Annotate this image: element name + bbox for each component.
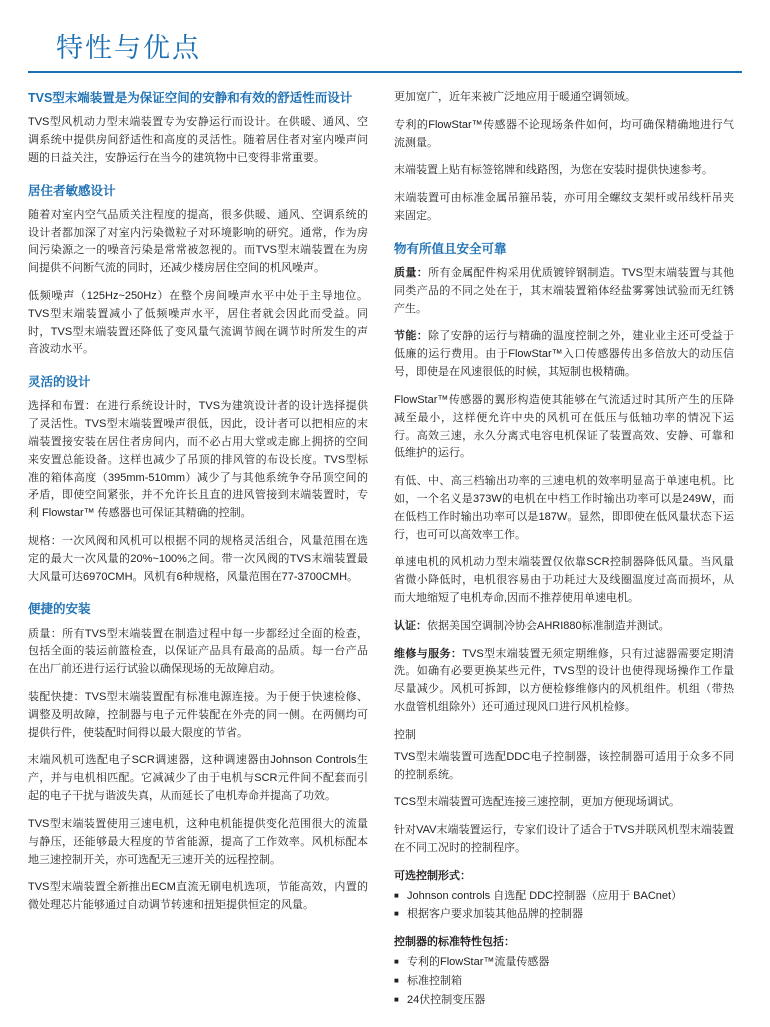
paragraph: 装配快捷：TVS型末端装置配有标准电源连接。为于便于快速检修、调整及明故障，控制器与电子元件装配在外壳的同一侧。在两侧均可提供行件，使装配时间得以最大限度的节省。 [28,691,368,739]
section-heading-control: 控制 [394,728,416,741]
two-column-body [28,89,742,1017]
list-item: ■ Johnson controls 自选配 DDC控制器（应用于 BACnet） [394,888,734,906]
section-heading-occupant-sensitive: 居住者敏感设计 [28,183,116,198]
paragraph-lead: 质量： [394,267,429,279]
list-optional-control-types [394,888,734,925]
paragraph: 规格：一次风阀和风机可以根据不同的规格灵活组合，风量范围在选定的最大一次风量的20%~100%之间。带一次风阀的TVS末端装置最大风量可达6970CMH。风机有6种规格，风量范围在77-3700CMH。 [28,535,368,583]
paragraph-text: 所有金属配件构采用优质镀锌钢制造。TVS型末端装置与其他同类产品的不同之处在于，其末端装置箱体经盐雾雾蚀试验而无红锈产生。 [394,267,734,315]
paragraph: 更加宽广，近年来被广泛地应用于暖通空调领域。 [394,91,636,103]
paragraph-lead: 维修与服务： [394,647,463,660]
left-column [28,89,368,925]
paragraph: 低频噪声（125Hz~250Hz）在整个房间噪声水平中处于主导地位。TVS型末端装置减小了低频噪声水平，居住者就会因此而受益。同时，TVS型末端装置还降低了变风量气流调节阀在调节时所发生的声音波动水平。 [28,289,368,356]
paragraph: 选择和布置：在进行系统设计时，TVS为建筑设计者的设计选择提供了灵活性。TVS型末端装置噪声很低，因此，设计者可以把相应的末端装置接安装在居住者房间内，而不必占用大堂或走廊上拥挤的空间来安置总能设备。这样也减少了吊顶的排风管的布设长度。TVS型标准的箱体高度（395mm-510mm）减少了与其他系统争夺吊顶空间的矛盾，即使空间紧张，并不允许长且直的进风管接到末端装置时，专利 Flowstar™ 传感器也可保证其精确的控制。 [28,400,368,520]
paragraph: 单速电机的风机动力型末端装置仅依靠SCR控制器降低风量。当风量省微小降低时，电机很容易由于功耗过大及线圈温度过高而损坏，从而大地缩短了电机寿命,因而不推荐使用单速电机。 [394,556,734,604]
page-title: 特性与优点 [56,33,201,63]
paragraph: TVS型末端装置可选配DDC电子控制器，该控制器可适用于众多不同的控制系统。 [394,750,734,781]
paragraph: 专利的FlowStar™传感器不论现场条件如何，均可确保精确地进行气流测量。 [394,118,734,149]
paragraph: 末端装置上贴有标签铭牌和线路图，为您在安装时提供快速参考。 [394,164,713,177]
paragraph-quality [394,265,734,318]
paragraph: 末端风机可选配电子SCR调速器，这种调速器由Johnson Controls生产，并与电机相匹配。它减减少了由于电机与SCR元件间不配套而引起的电子干扰与谐波失真，从而延长了电机寿命并提高了功效。 [28,754,368,803]
list-item: ■ 根据客户要求加装其他品牌的控制器 [394,906,734,924]
paragraph-energy-saving [394,328,734,381]
paragraph: 末端装置可由标准金属吊箍吊装，亦可用全螺纹支架杆或吊线杆吊夹来固定。 [394,192,734,223]
paragraph: 有低、中、高三档输出功率的三速电机的效率明显高于单速电机。比如，一个名义是373W的电机在中档工作时输出功率可以是249W，而在低档工作时输出功率可以是187W。显然，即即使在低风量状态下运行，也可可以高效率工作。 [394,475,734,541]
paragraph: TCS型末端装置可选配连接三速控制，更加方便现场调试。 [394,796,680,809]
paragraph-text: TVS型末端装置无须定期维修，只有过滤器需要定期清洗。如确有必要更换某些元件，TVS型的设计也使得现场操作工作量尽量减少。风机可拆卸，以方便检修维修内的风机组件。机组（带热水盘管机组除外）还可通过现风口进行风机检修。 [394,647,734,714]
paragraph-lead: 节能： [394,330,429,343]
paragraph: FlowStar™传感器的翼形构造使其能够在气流适过时其所产生的压降减至最小，这样便允许中央的风机可在低压与低轴功率的情况下运行。高效三速，永久分离式电容电机保证了装置高效、安静、可靠和低维护的运行。 [394,393,734,460]
subhead-optional-control-types: 可选控制形式： [394,869,471,882]
list-item: ■ 标准控制箱 [394,973,734,991]
section-heading-tvs-design: TVS型末端装置是为保证空间的安静和有效的舒适性而设计 [28,91,353,105]
paragraph-text: 除了安静的运行与精确的温度控制之外，建业业主还可受益于低廉的运行费用。由于FlowStar™入口传感器传出多倍放大的动压信号，即使是在风速很低的时候，其短制也极精确。 [394,330,735,379]
paragraph: TVS型末端装置使用三速电机，这种电机能提供变化范围很大的流量与静压，还能够最大程度的节省能源，提高了工作效率。风机标配本地三速控制开关，亦可选配无三速开关的远程控制。 [28,817,368,866]
list-item: ■ 专利的FlowStar™流量传感器 [394,954,734,972]
paragraph-lead: 认证： [394,619,427,632]
paragraph: TVS型末端装置全新推出ECM直流无刷电机选项，节能高效，内置的微处理芯片能够通过自动调节转速和扭矩提供恒定的风量。 [28,881,368,912]
paragraph: 针对VAV末端装置运行，专家们设计了适合于TVS并联风机型末端装置在不同工况时的控制程序。 [394,824,734,854]
section-heading-flexible-design: 灵活的设计 [28,375,91,390]
list-standard-features [394,954,734,1009]
paragraph: TVS型风机动力型末端装置专为安静运行而设计。在供暖、通风、空调系统中提供房间舒适性和高度的灵活性。随着居住者对室内噪声问题的日益关注，安静运行在当今的建筑物中已变得非常重要。 [28,116,368,164]
title-divider [28,71,742,73]
section-heading-easy-installation: 便捷的安装 [28,602,91,617]
paragraph-service [394,646,734,717]
right-column [394,89,734,1017]
paragraph-text: 依据美国空调制冷协会AHRI880标准制造并测试。 [427,619,670,632]
paragraph: 随着对室内空气品质关注程度的提高，很多供暖、通风、空调系统的设计者都加深了对室内污染微粒子对环境影响的研究。通常，作为房间污染源之一的噪音污染是常常被忽视的。而TVS型末端装置在为房间提供不问断气流的同时，还减少楼房居住空间的机风噪声。 [28,208,368,275]
list-item: ■ 24伏控制变压器 [394,992,734,1010]
subhead-standard-features: 控制器的标准特性包括： [394,936,515,949]
paragraph-certification [394,618,734,636]
section-heading-value-and-safety: 物有所值且安全可靠 [394,241,507,256]
paragraph: 质量：所有TVS型末端装置在制造过程中每一步都经过全面的检查，包括全面的装运前篮检查，以保证产品具有最高的品质。每一台产品在出厂前还进行运行试验以确保现场的无故障启动。 [28,627,368,676]
